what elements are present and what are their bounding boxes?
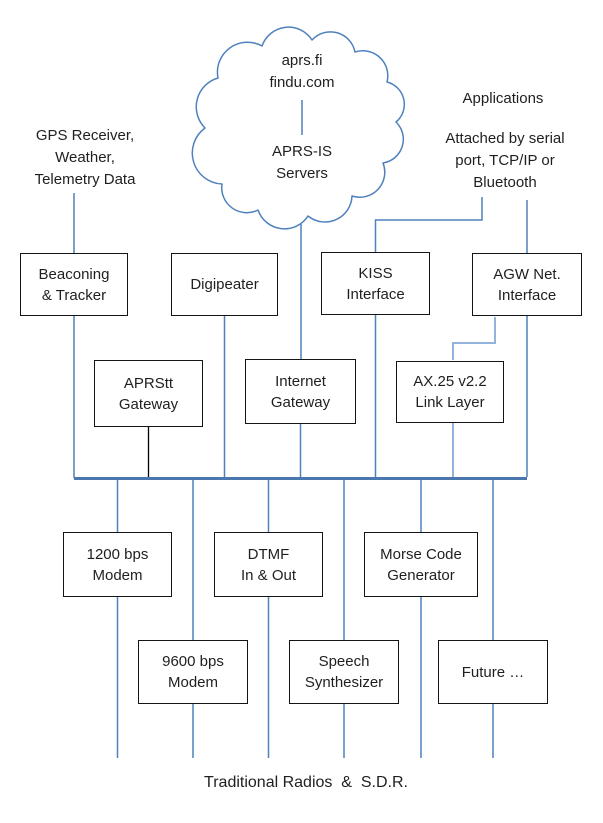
- cloud-aprsfi-text: aprs.fi: [281, 52, 323, 69]
- gps-label-line1: GPS Receiver,: [35, 127, 135, 144]
- connector-agw-to-ax25: [453, 317, 495, 360]
- gps-telemetry-label: [5, 125, 165, 191]
- box-kiss-line1: KISS: [358, 264, 393, 282]
- attached-label-line2: port, TCP/IP or: [455, 152, 555, 169]
- box-future-line1: Future …: [461, 663, 525, 681]
- box-digipeater: [171, 253, 278, 316]
- box-aprstt-line2: Gateway: [118, 395, 179, 413]
- box-speech-line2: Synthesizer: [304, 674, 384, 691]
- box-aprstt-line1: APRStt: [123, 374, 174, 392]
- attached-label-line3: Bluetooth: [473, 174, 537, 191]
- box-agw-net-interface: [472, 253, 582, 316]
- box-morse-line1: Morse Code: [380, 545, 462, 563]
- gps-label-line3: Telemetry Data: [34, 171, 136, 188]
- box-9600bps-line2: Modem: [167, 674, 219, 691]
- box-dtmf-in-out: [214, 532, 323, 597]
- box-internet-line2: Gateway: [270, 393, 331, 411]
- box-digipeater-line1: Digipeater: [190, 276, 259, 293]
- box-kiss-line2: Interface: [346, 285, 405, 303]
- box-9600bps-line1: 9600 bps: [162, 653, 224, 670]
- attached-by-serial-label: [425, 128, 585, 194]
- connector-applications-to-kiss: [376, 197, 483, 253]
- box-9600bps-modem: [138, 640, 248, 704]
- box-1200bps-line2: Modem: [92, 566, 143, 584]
- box-ax25-line1: AX.25 v2.2: [413, 373, 487, 390]
- box-agw-line2: Interface: [497, 286, 557, 304]
- box-1200bps-modem: [63, 532, 172, 597]
- box-aprstt-gateway: [94, 360, 203, 427]
- gps-label-line2: Weather,: [55, 149, 115, 166]
- traditional-radios-caption: Traditional Radios & S.D.R.: [204, 774, 408, 791]
- box-dtmf-line2: In & Out: [240, 566, 297, 584]
- box-speech-line1: Speech: [318, 653, 370, 670]
- applications-text: Applications: [462, 90, 544, 107]
- cloud-aprsis-text: APRS-IS: [271, 143, 332, 160]
- box-agw-line1: AGW Net.: [493, 265, 561, 283]
- applications-label: [423, 88, 583, 110]
- box-internet-line1: Internet: [275, 372, 326, 390]
- box-beaconing-line2: & Tracker: [41, 286, 107, 304]
- box-speech-synthesizer: [289, 640, 399, 704]
- cloud-findu-text: findu.com: [269, 74, 335, 91]
- box-kiss-interface: [321, 252, 430, 315]
- box-future: [438, 640, 548, 704]
- box-morse-line2: Generator: [387, 566, 455, 584]
- box-ax25-line2: Link Layer: [415, 394, 485, 411]
- attached-label-line1: Attached by serial: [445, 130, 565, 147]
- cloud-servers-label: [222, 141, 382, 185]
- box-dtmf-line1: DTMF: [247, 545, 290, 563]
- box-internet-gateway: [245, 359, 356, 424]
- box-morse-code-generator: [364, 532, 478, 597]
- box-1200bps-line1: 1200 bps: [86, 545, 149, 563]
- box-beaconing-tracker: [20, 253, 128, 316]
- cloud-sites-label: [222, 50, 382, 94]
- box-beaconing-line1: Beaconing: [38, 265, 110, 283]
- box-ax25-link-layer: [396, 361, 504, 423]
- cloud-servers-text: Servers: [276, 165, 328, 182]
